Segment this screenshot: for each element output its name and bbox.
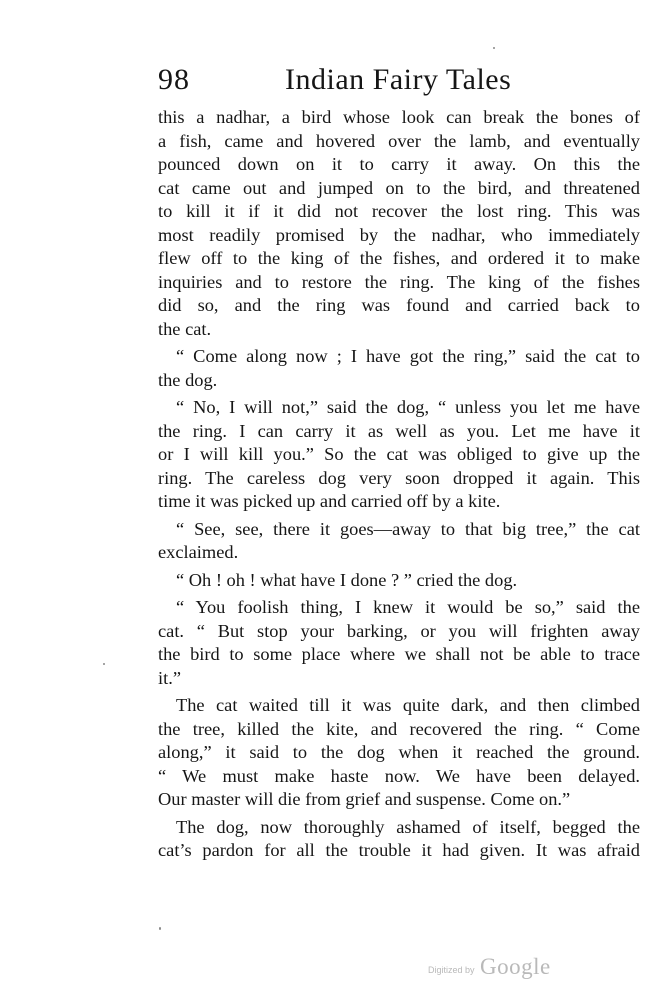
text-line: to kill it if it did not recover the lost ring. This was: [158, 201, 640, 221]
scan-speck: [493, 47, 495, 49]
text-line: this a nadhar, a bird whose look can break the bones of: [158, 107, 640, 127]
text-line: most readily promised by the nadhar, who immediately: [158, 224, 640, 245]
text-line: “ No, I will not,” said the dog, “ unless you let me have: [176, 397, 640, 417]
text-line: “ Oh ! oh ! what have I done ? ” cried the dog.: [176, 569, 518, 590]
text-line: pounced down on it to carry it away. On this the: [158, 154, 640, 174]
text-line: “ We must make haste now. We have been delayed.: [158, 765, 640, 786]
text-line: cat came out and jumped on to the bird, and threatened: [158, 177, 640, 198]
text-line: ring. The careless dog very soon dropped it again. This: [158, 467, 640, 488]
text-line: did so, and the ring was found and carried back to: [158, 295, 640, 315]
body-text: [158, 106, 640, 863]
text-line: it.”: [158, 667, 181, 688]
text-line: time it was picked up and carried off by a kite.: [158, 491, 501, 511]
text-line: “ You foolish thing, I knew it would be so,” said the: [176, 597, 640, 617]
text-line: “ Come along now ; I have got the ring,” said the cat to: [176, 346, 640, 366]
text-line: cat. “ But stop your barking, or you will frighten away: [158, 620, 640, 641]
text-line: the cat.: [158, 318, 212, 339]
text-line: a fish, came and hovered over the lamb, and eventually: [158, 130, 640, 151]
text-line: exclaimed.: [158, 542, 239, 562]
text-line: the ring. I can carry it as well as you. Let me have it: [158, 420, 640, 441]
google-logo-text: Google: [480, 954, 551, 979]
text-line: along,” it said to the dog when it reached the ground.: [158, 742, 640, 762]
text-line: Our master will die from grief and suspense. Come on.”: [158, 789, 571, 809]
digitized-by-google-watermark: [428, 954, 588, 984]
text-line: The dog, now thoroughly ashamed of itself, begged the: [176, 816, 640, 837]
text-line: inquiries and to restore the ring. The king of the fishes: [158, 271, 640, 292]
text-line: or I will kill you.” So the cat was obliged to give up the: [158, 444, 640, 464]
text-line: the dog.: [158, 369, 218, 390]
scan-speck: [103, 663, 105, 665]
text-line: cat’s pardon for all the trouble it had given. It was afraid: [158, 840, 640, 860]
digitized-label: Digitized by: [428, 965, 475, 975]
text-line: “ See, see, there it goes—away to that big tree,” the cat: [176, 518, 640, 539]
running-title: Indian Fairy Tales: [285, 63, 512, 96]
text-line: the bird to some place where we shall not be able to trace: [158, 644, 640, 664]
text-line: flew off to the king of the fishes, and ordered it to make: [158, 248, 640, 268]
text-line: the tree, killed the kite, and recovered the ring. “ Come: [158, 718, 640, 739]
text-line: The cat waited till it was quite dark, and then climbed: [176, 695, 640, 715]
scan-speck: [159, 927, 161, 930]
page-header: [158, 62, 640, 102]
page-number: 98: [158, 63, 190, 96]
